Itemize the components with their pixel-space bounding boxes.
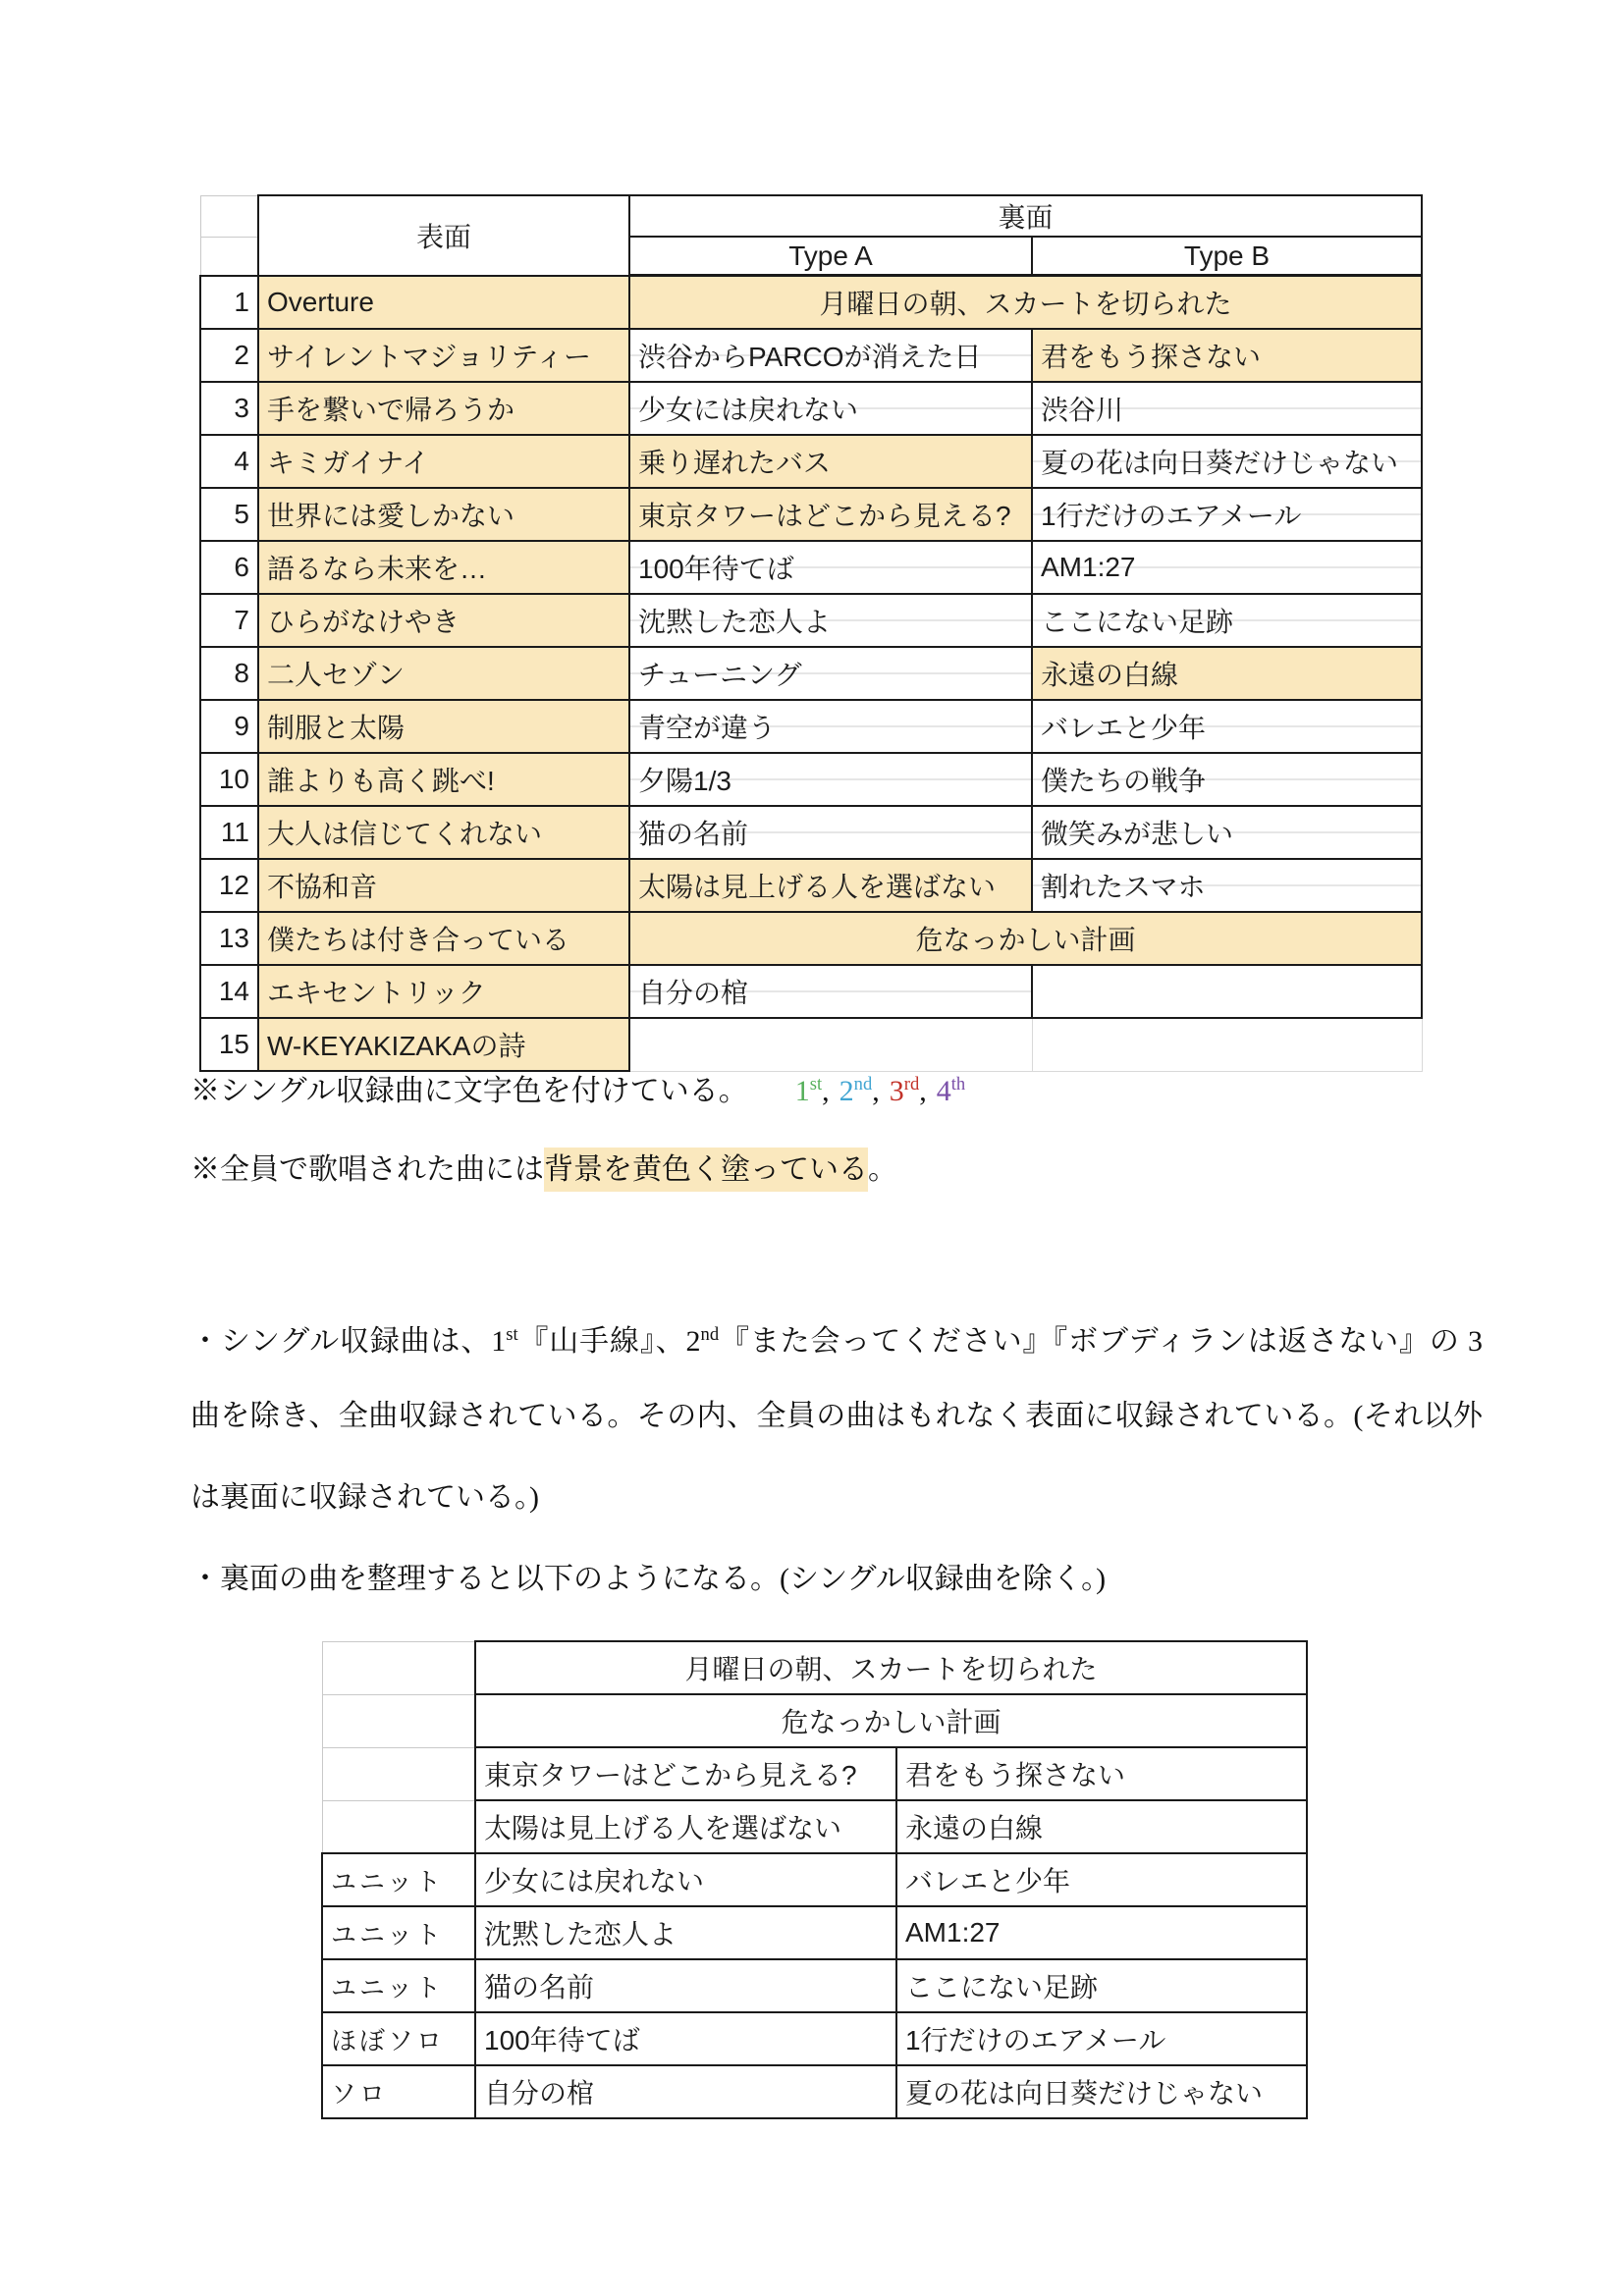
type-b-song-cell: バレエと少年 xyxy=(1032,700,1422,753)
summary-song-cell: 沈黙した恋人よ xyxy=(475,1906,896,1959)
front-song-cell: エキセントリック xyxy=(258,965,629,1018)
summary-song-cell: バレエと少年 xyxy=(896,1853,1307,1906)
type-a-song-cell: 青空が違う xyxy=(629,700,1032,753)
track-number: 3 xyxy=(200,382,258,435)
type-b-song-cell: 君をもう探さない xyxy=(1032,329,1422,382)
track-row-11 xyxy=(200,806,1422,859)
ordinal-1st: 1st xyxy=(794,1074,823,1107)
paragraph-line-1: ・シングル収録曲は、1st『山手線』、2nd『また会ってください』『ボブディランは返さない』の 3 xyxy=(190,1324,1484,1358)
track-row-9 xyxy=(200,700,1422,753)
summary-song-cell: 自分の棺 xyxy=(475,2065,896,2118)
track-row-12 xyxy=(200,859,1422,912)
summary-song-cell: 永遠の白線 xyxy=(896,1800,1307,1853)
type-b-empty-cell xyxy=(1032,1018,1422,1071)
note-yellow-background: ※全員で歌唱された曲には背景を黄色く塗っている。 xyxy=(190,1145,897,1188)
summary-row-1 xyxy=(322,1641,1307,1694)
track-number: 11 xyxy=(200,806,258,859)
track-row-13 xyxy=(200,912,1422,965)
type-a-song-cell: 100年待てば xyxy=(629,541,1032,594)
track-row-3 xyxy=(200,382,1422,435)
summary-song-cell: 夏の花は向日葵だけじゃない xyxy=(896,2065,1307,2118)
summary-song-cell: 君をもう探さない xyxy=(896,1747,1307,1800)
summary-row-2 xyxy=(322,1694,1307,1747)
summary-row-4 xyxy=(322,1800,1307,1853)
summary-song-cell: 1行だけのエアメール xyxy=(896,2012,1307,2065)
track-number: 10 xyxy=(200,753,258,806)
type-b-song-cell: 永遠の白線 xyxy=(1032,647,1422,700)
unit-label: ソロ xyxy=(322,2065,475,2118)
track-row-10 xyxy=(200,753,1422,806)
front-song-cell: ひらがなけやき xyxy=(258,594,629,647)
track-number: 15 xyxy=(200,1018,258,1071)
summary-song-cell: 東京タワーはどこから見える? xyxy=(475,1747,896,1800)
unit-label: ほぼソロ xyxy=(322,2012,475,2065)
track-number: 14 xyxy=(200,965,258,1018)
ordinal-legend: 1st, 2nd, 3rd, 4th xyxy=(794,1074,966,1107)
front-song-cell: 僕たちは付き合っている xyxy=(258,912,629,965)
track-row-6 xyxy=(200,541,1422,594)
paragraph-line-4: ・裏面の曲を整理すると以下のようになる。(シングル収録曲を除く。) xyxy=(190,1563,1107,1595)
tracklist-table xyxy=(199,194,1423,1072)
type-b-song-cell: 微笑みが悲しい xyxy=(1032,806,1422,859)
summary-song-cell: 少女には戻れない xyxy=(475,1853,896,1906)
summary-row-5 xyxy=(322,1853,1307,1906)
type-b-song-cell: 僕たちの戦争 xyxy=(1032,753,1422,806)
note-text: ※シングル収録曲に文字色を付けている。 xyxy=(190,1075,748,1107)
unit-label: ユニット xyxy=(322,1853,475,1906)
track-row-4 xyxy=(200,435,1422,488)
front-song-cell: 誰よりも高く跳べ! xyxy=(258,753,629,806)
type-a-song-cell: 自分の棺 xyxy=(629,965,1032,1018)
front-song-cell: W-KEYAKIZAKAの詩 xyxy=(258,1018,629,1071)
unit-label-empty xyxy=(322,1641,475,1694)
summary-song-cell: 猫の名前 xyxy=(475,1959,896,2012)
track-number: 13 xyxy=(200,912,258,965)
type-a-song-cell: 夕陽1/3 xyxy=(629,753,1032,806)
front-song-cell: Overture xyxy=(258,276,629,330)
front-song-cell: 制服と太陽 xyxy=(258,700,629,753)
summary-song-merged: 危なっかしい計画 xyxy=(475,1694,1307,1747)
summary-song-cell: 100年待てば xyxy=(475,2012,896,2065)
type-b-song-cell: 割れたスマホ xyxy=(1032,859,1422,912)
type-b-song-cell: 1行だけのエアメール xyxy=(1032,488,1422,541)
track-number: 9 xyxy=(200,700,258,753)
summary-song-cell: 太陽は見上げる人を選ばない xyxy=(475,1800,896,1853)
type-b-song-cell: 夏の花は向日葵だけじゃない xyxy=(1032,435,1422,488)
front-song-cell: 二人セゾン xyxy=(258,647,629,700)
unit-label: ユニット xyxy=(322,1959,475,2012)
paragraph-line-3: は裏面に収録されている。) xyxy=(190,1481,539,1514)
front-song-cell: サイレントマジョリティー xyxy=(258,329,629,382)
track-number: 12 xyxy=(200,859,258,912)
track-row-15 xyxy=(200,1018,1422,1071)
ordinal-3rd: 3rd xyxy=(889,1074,920,1107)
unit-label: ユニット xyxy=(322,1906,475,1959)
bside-summary-table xyxy=(321,1640,1308,2119)
track-row-8 xyxy=(200,647,1422,700)
front-song-cell: 世界には愛しかない xyxy=(258,488,629,541)
header-type-a: Type A xyxy=(629,237,1032,276)
back-song-cell-merged: 危なっかしい計画 xyxy=(629,912,1422,965)
track-row-1 xyxy=(200,276,1422,330)
summary-row-7 xyxy=(322,1959,1307,2012)
summary-song-cell: ここにない足跡 xyxy=(896,1959,1307,2012)
header-type-b: Type B xyxy=(1032,237,1422,276)
track-row-2 xyxy=(200,329,1422,382)
header-back: 裏面 xyxy=(629,195,1422,237)
ordinal-4th: 4th xyxy=(936,1074,966,1107)
unit-label-empty xyxy=(322,1747,475,1800)
summary-row-8 xyxy=(322,2012,1307,2065)
track-number: 7 xyxy=(200,594,258,647)
summary-song-merged: 月曜日の朝、スカートを切られた xyxy=(475,1641,1307,1694)
summary-song-cell: AM1:27 xyxy=(896,1906,1307,1959)
type-b-song-cell: AM1:27 xyxy=(1032,541,1422,594)
track-number: 5 xyxy=(200,488,258,541)
type-a-song-cell: 沈黙した恋人よ xyxy=(629,594,1032,647)
type-a-song-cell: 渋谷からPARCOが消えた日 xyxy=(629,329,1032,382)
front-song-cell: キミガイナイ xyxy=(258,435,629,488)
front-song-cell: 語るなら未来を… xyxy=(258,541,629,594)
type-a-song-cell: 東京タワーはどこから見える? xyxy=(629,488,1032,541)
summary-row-9 xyxy=(322,2065,1307,2118)
type-a-song-cell: 乗り遅れたバス xyxy=(629,435,1032,488)
header-front: 表面 xyxy=(258,195,629,276)
summary-row-6 xyxy=(322,1906,1307,1959)
type-a-empty-cell xyxy=(629,1018,1032,1071)
track-number: 1 xyxy=(200,276,258,330)
track-row-5 xyxy=(200,488,1422,541)
type-a-song-cell: 太陽は見上げる人を選ばない xyxy=(629,859,1032,912)
type-a-song-cell: 少女には戻れない xyxy=(629,382,1032,435)
corner-cell xyxy=(200,237,258,276)
front-song-cell: 不協和音 xyxy=(258,859,629,912)
paragraph-line-2: 曲を除き、全曲収録されている。その内、全員の曲はもれなく表面に収録されている。(それ以外 xyxy=(190,1400,1483,1432)
front-song-cell: 大人は信じてくれない xyxy=(258,806,629,859)
corner-cell xyxy=(200,195,258,237)
summary-row-3 xyxy=(322,1747,1307,1800)
track-number: 2 xyxy=(200,329,258,382)
unit-label-empty xyxy=(322,1694,475,1747)
note-single-colors xyxy=(190,1066,965,1109)
back-song-cell-merged: 月曜日の朝、スカートを切られた xyxy=(629,276,1422,330)
track-number: 4 xyxy=(200,435,258,488)
ordinal-2nd: 2nd xyxy=(839,1074,873,1107)
track-row-14 xyxy=(200,965,1422,1018)
front-song-cell: 手を繋いで帰ろうか xyxy=(258,382,629,435)
type-a-song-cell: 猫の名前 xyxy=(629,806,1032,859)
track-row-7 xyxy=(200,594,1422,647)
type-a-song-cell: チューニング xyxy=(629,647,1032,700)
type-b-empty-cell xyxy=(1032,965,1422,1018)
type-b-song-cell: 渋谷川 xyxy=(1032,382,1422,435)
type-b-song-cell: ここにない足跡 xyxy=(1032,594,1422,647)
highlighted-text: 背景を黄色く塗っている xyxy=(544,1148,868,1192)
track-number: 8 xyxy=(200,647,258,700)
track-number: 6 xyxy=(200,541,258,594)
body-paragraph xyxy=(190,1294,1483,1620)
unit-label-empty xyxy=(322,1800,475,1853)
